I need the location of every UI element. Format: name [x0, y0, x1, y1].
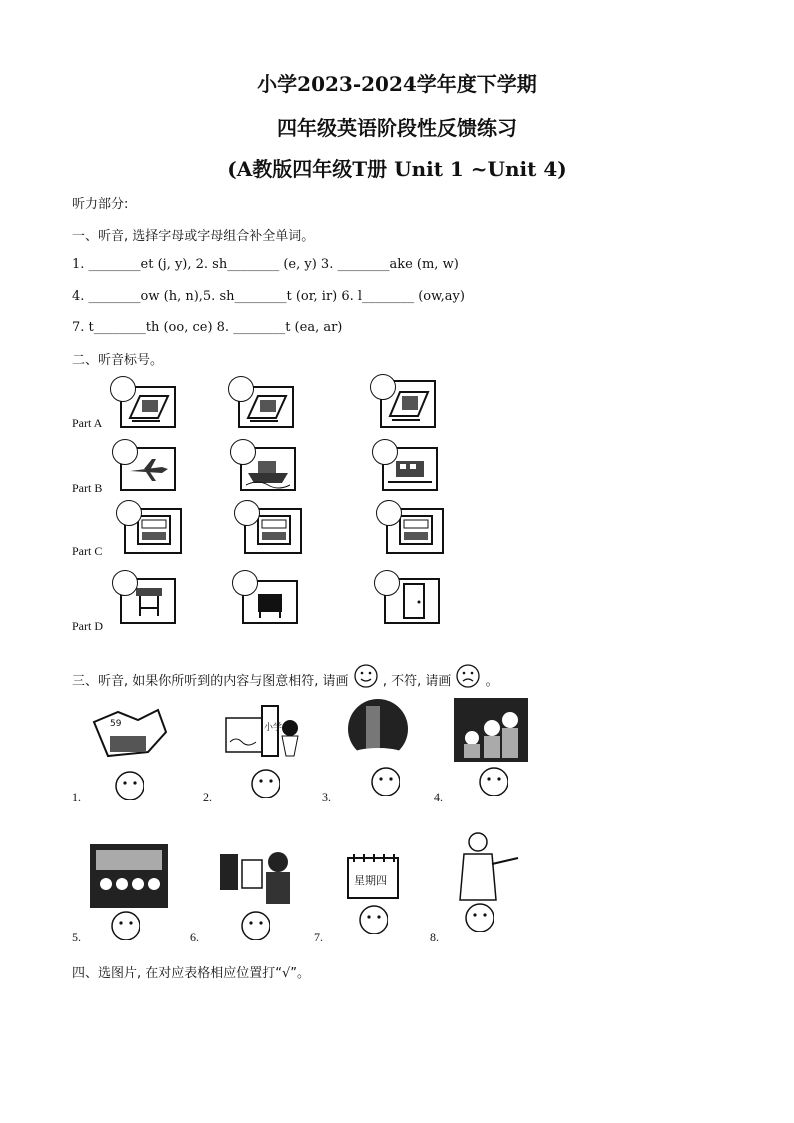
answer-circle[interactable]	[372, 439, 398, 465]
title-exam: 四年级英语阶段性反馈练习	[277, 116, 517, 140]
answer-circle[interactable]	[112, 570, 138, 596]
part-d-label: Part D	[72, 619, 103, 633]
item-number: 7.	[314, 930, 323, 944]
scene-student-desk	[88, 702, 172, 766]
section1-row2: 4. ________ow (h, n),5. sh________t (or, ir) 6. l________ (ow,ay)	[72, 289, 465, 304]
blank-face-icon[interactable]	[240, 910, 270, 940]
sad-face-icon	[455, 663, 481, 689]
blank-face-icon[interactable]	[250, 768, 280, 798]
blank-face-icon[interactable]	[358, 904, 388, 934]
scene-forest	[346, 696, 410, 762]
blank-face-icon[interactable]	[110, 910, 140, 940]
blank-face-icon[interactable]	[478, 766, 508, 796]
item-number: 8.	[430, 930, 439, 944]
svg-text:59: 59	[110, 719, 122, 729]
section3-heading-part2: , 不符, 请画	[382, 674, 452, 689]
school-sign-text: 小学	[264, 723, 283, 733]
scene-teacher-student	[214, 846, 294, 908]
answer-circle[interactable]	[374, 570, 400, 596]
answer-circle[interactable]	[232, 570, 258, 596]
section3-heading-part1: 三、听音, 如果你所听到的内容与图意相符, 请画	[72, 674, 349, 689]
answer-circle[interactable]	[110, 376, 136, 402]
section4-heading: 四、选图片, 在对应表格相应位置打“√”。	[72, 966, 311, 981]
smile-face-icon	[353, 663, 379, 689]
scene-school-gate	[222, 700, 304, 766]
answer-circle[interactable]	[234, 500, 260, 526]
answer-circle[interactable]	[230, 439, 256, 465]
blank-face-icon[interactable]	[114, 770, 144, 800]
calendar-icon	[344, 850, 402, 902]
calendar-text: 星期四	[354, 874, 387, 887]
title-school-year: 小学2023-2024学年度下学期	[257, 72, 537, 96]
blank-face-icon[interactable]	[464, 902, 494, 932]
answer-circle[interactable]	[116, 500, 142, 526]
answer-circle[interactable]	[228, 376, 254, 402]
answer-circle[interactable]	[370, 374, 396, 400]
part-b-label: Part B	[72, 481, 103, 495]
section3-heading-part3: 。	[485, 674, 499, 689]
item-number: 6.	[190, 930, 199, 944]
part-c-label: Part C	[72, 544, 103, 558]
section1-row1: 1. ________et (j, y), 2. sh________ (e, y) 3. ________ake (m, w)	[72, 257, 459, 272]
answer-circle[interactable]	[112, 439, 138, 465]
part-a-label: Part A	[72, 416, 103, 430]
item-number: 3.	[322, 790, 331, 804]
item-number: 4.	[434, 790, 443, 804]
answer-circle[interactable]	[376, 500, 402, 526]
item-number: 2.	[203, 790, 212, 804]
section1-heading: 一、听音, 选择字母或字母组合补全单词。	[72, 229, 315, 244]
item-number: 5.	[72, 930, 81, 944]
blank-face-icon[interactable]	[370, 766, 400, 796]
scene-class	[90, 844, 168, 908]
scene-family	[454, 698, 528, 762]
section3-heading	[72, 663, 499, 689]
section2-heading: 二、听音标号。	[72, 353, 164, 368]
item-number: 1.	[72, 790, 81, 804]
scene-doctor	[452, 830, 524, 906]
listening-label: 听力部分:	[72, 197, 129, 212]
section1-row3: 7. t________th (oo, ce) 8. ________t (ea, ar)	[72, 320, 343, 335]
title-scope: (A教版四年级T册 Unit 1 ~Unit 4)	[227, 157, 567, 181]
